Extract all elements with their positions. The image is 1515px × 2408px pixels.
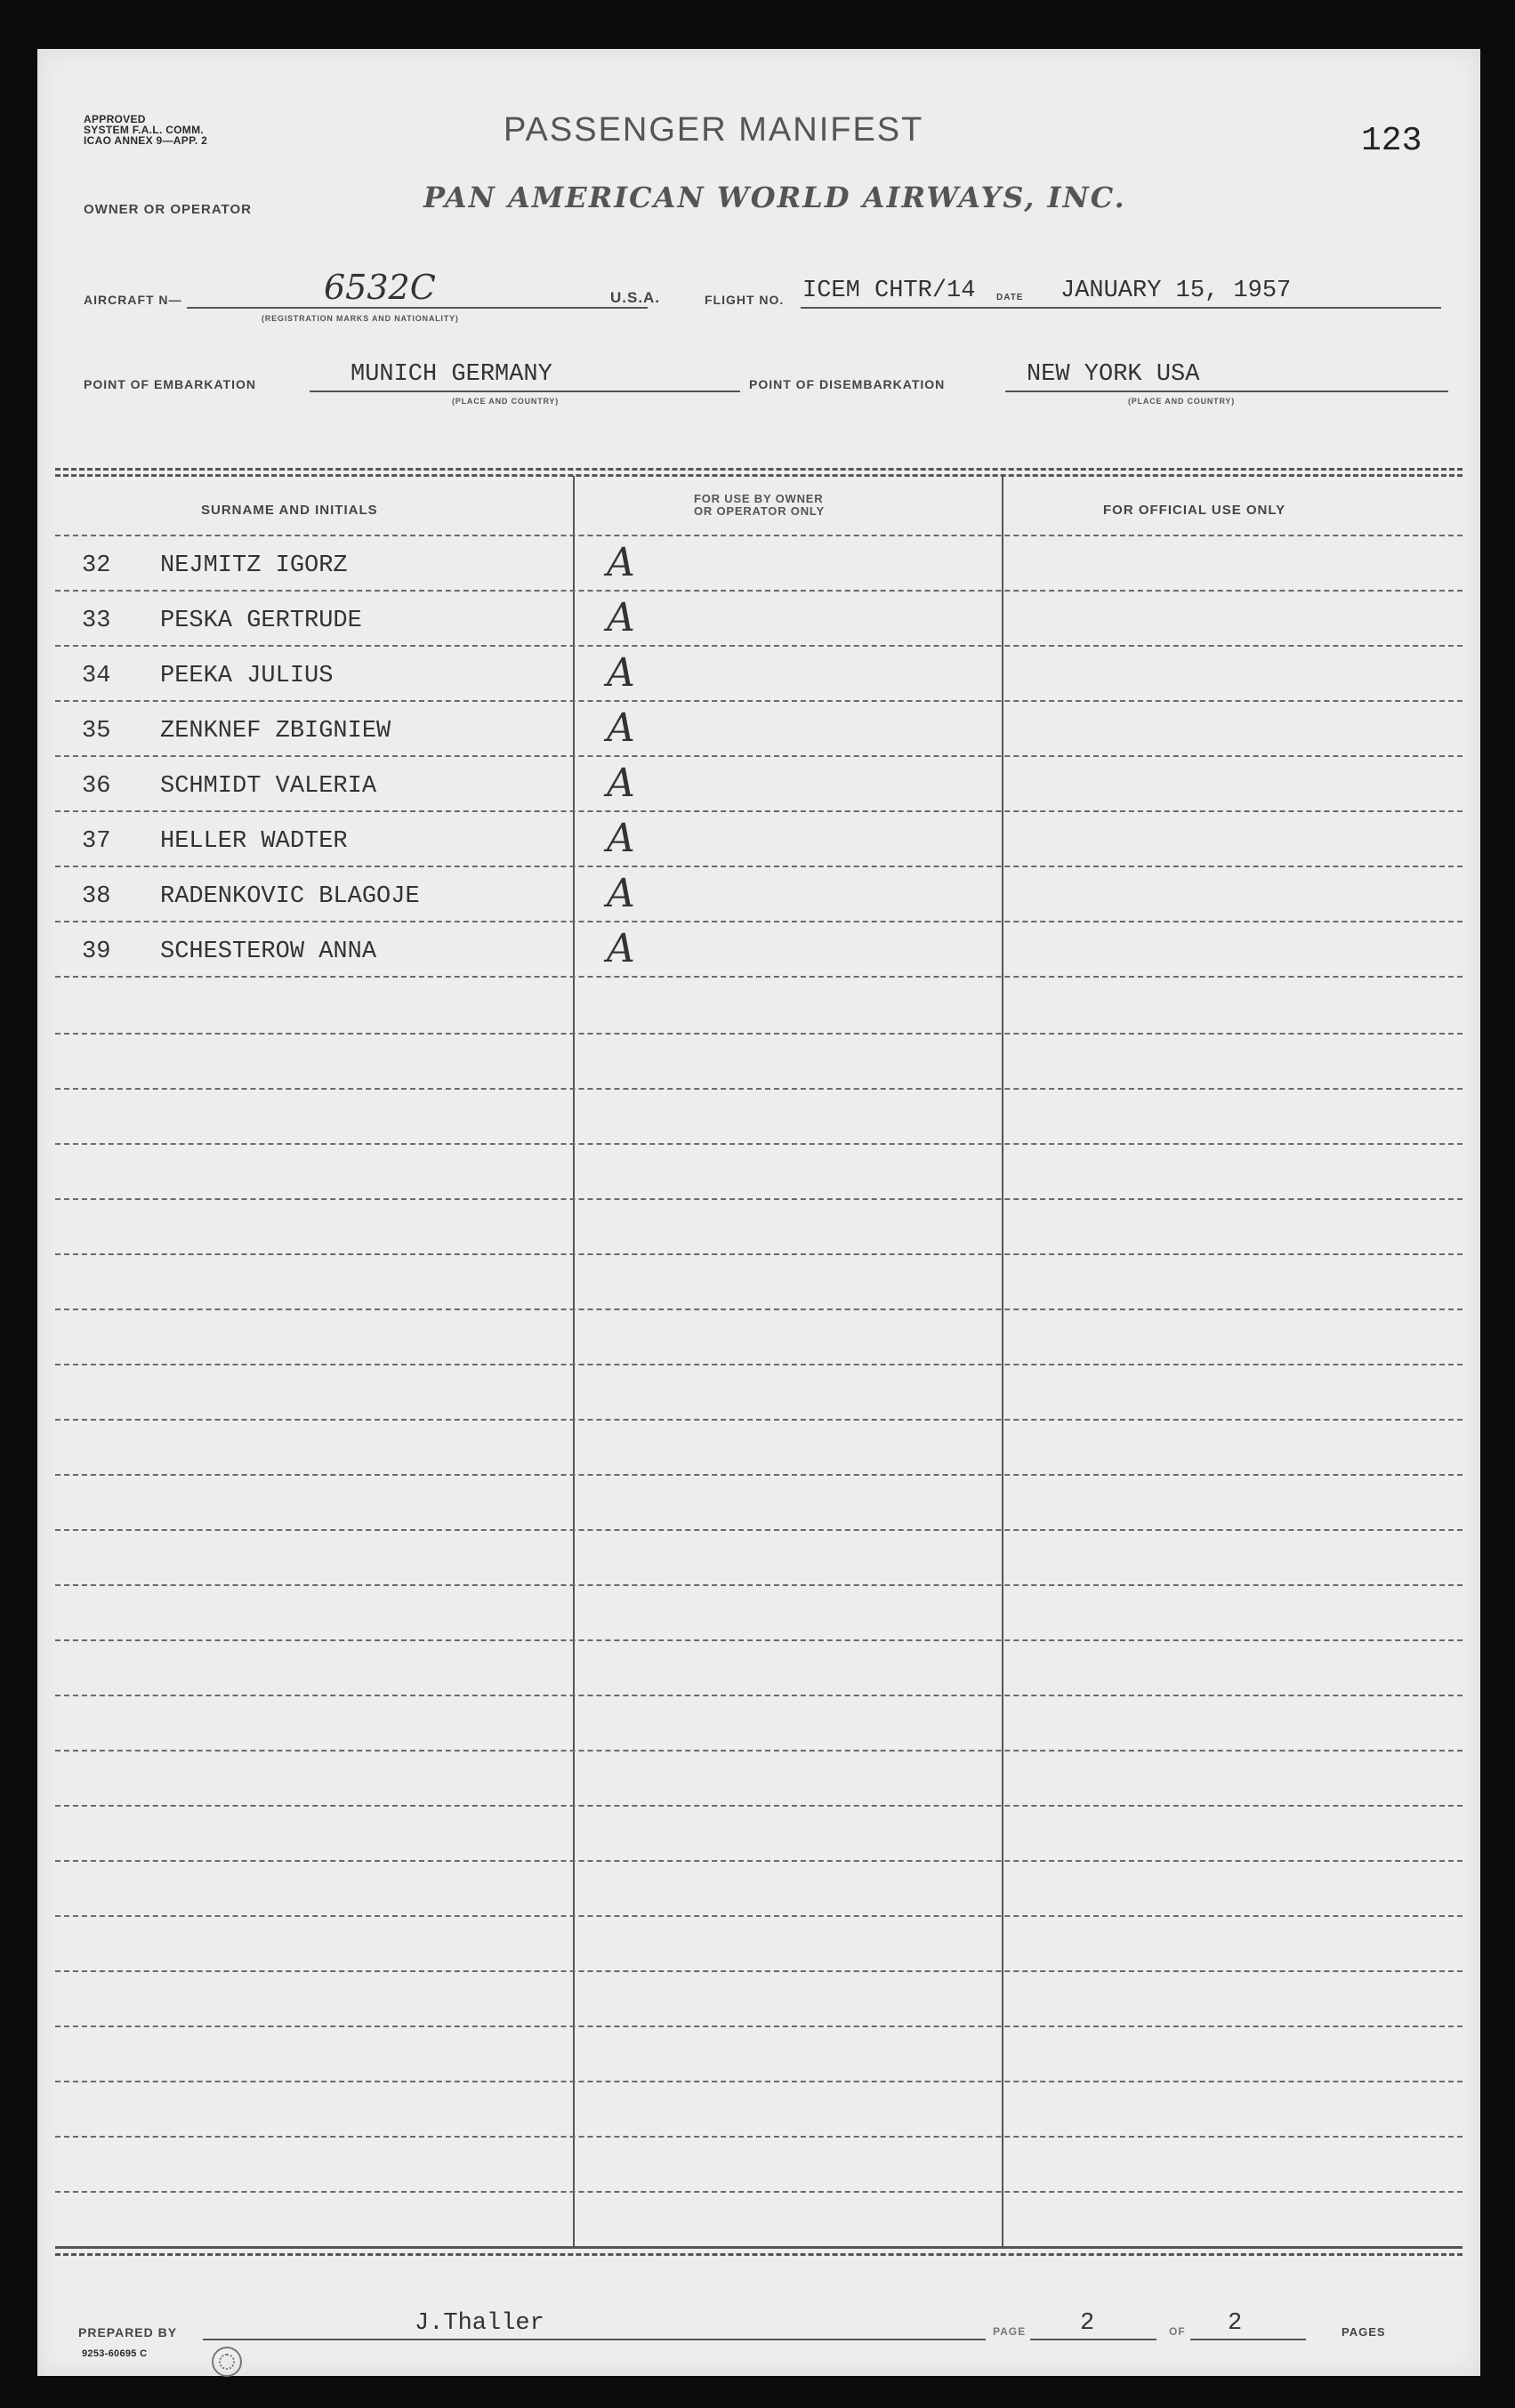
prepared-by-value: J.Thaller [415, 2310, 544, 2337]
operator-mark: A [607, 650, 635, 696]
passenger-name: PEEKA JULIUS [160, 663, 334, 689]
seal-stamp [212, 2347, 242, 2377]
blank-row-line [55, 1309, 1463, 1310]
table-row [55, 536, 1463, 592]
page-value: 2 [1080, 2310, 1095, 2337]
table-top-rule-1 [55, 468, 1463, 471]
prepared-by-underline [203, 2339, 986, 2340]
operator-mark: A [607, 816, 635, 861]
blank-row-line [55, 1639, 1463, 1641]
blank-row-line [55, 1474, 1463, 1476]
passenger-number: 32 [82, 552, 111, 579]
passenger-name: PESKA GERTRUDE [160, 608, 362, 634]
blank-row-line [55, 1584, 1463, 1586]
table-row [55, 702, 1463, 757]
table-row [55, 647, 1463, 702]
approval-line-1: APPROVED [84, 113, 146, 125]
operator-mark: A [607, 761, 635, 806]
aircraft-sub-label: (REGISTRATION MARKS AND NATIONALITY) [262, 314, 459, 323]
owner-value: PAN AMERICAN WORLD AIRWAYS, INC. [423, 181, 1126, 214]
date-value: JANUARY 15, 1957 [1060, 278, 1292, 304]
passenger-number: 38 [82, 883, 111, 910]
form-number: 9253-60695 C [82, 2348, 148, 2359]
disembarkation-sub-label: (PLACE AND COUNTRY) [1128, 397, 1236, 406]
page-stamp-number: 123 [1361, 122, 1422, 160]
aircraft-value: 6532C [324, 268, 436, 307]
blank-row-line [55, 1364, 1463, 1365]
blank-row-line [55, 1198, 1463, 1200]
blank-row-line [55, 1143, 1463, 1145]
blank-row-line [55, 1860, 1463, 1862]
blank-row-line [55, 1253, 1463, 1255]
operator-mark: A [607, 926, 635, 971]
owner-label: OWNER OR OPERATOR [84, 202, 252, 217]
pages-label: PAGES [1342, 2325, 1386, 2339]
passenger-name: SCHMIDT VALERIA [160, 773, 377, 800]
disembarkation-underline [1005, 391, 1448, 392]
blank-row-line [55, 1805, 1463, 1807]
table-row [55, 812, 1463, 867]
date-label: DATE [996, 293, 1024, 302]
blank-row-line [55, 1033, 1463, 1035]
column-header-owner-use-2: OR OPERATOR ONLY [694, 504, 825, 518]
table-row [55, 867, 1463, 922]
passenger-name: RADENKOVIC BLAGOJE [160, 883, 420, 910]
passenger-number: 35 [82, 718, 111, 745]
aircraft-underline [187, 307, 648, 309]
column-header-surname: SURNAME AND INITIALS [201, 503, 378, 518]
blank-row-line [55, 2025, 1463, 2027]
flight-value: ICEM CHTR/14 [802, 278, 976, 304]
passenger-number: 39 [82, 938, 111, 965]
table-row [55, 757, 1463, 812]
column-header-owner-use-1: FOR USE BY OWNER [694, 492, 824, 505]
embarkation-sub-label: (PLACE AND COUNTRY) [452, 397, 560, 406]
embarkation-underline [310, 391, 740, 392]
operator-mark: A [607, 705, 635, 751]
table-bottom-rule-2 [55, 2253, 1463, 2256]
aircraft-label: AIRCRAFT N— [84, 293, 182, 307]
disembarkation-label: POINT OF DISEMBARKATION [749, 377, 946, 391]
row-line [55, 976, 1463, 978]
blank-row-line [55, 1750, 1463, 1752]
blank-row-line [55, 2191, 1463, 2193]
of-value: 2 [1228, 2310, 1243, 2337]
operator-mark: A [607, 540, 635, 585]
usa-label: U.S.A. [610, 289, 661, 306]
passenger-name: ZENKNEF ZBIGNIEW [160, 718, 391, 745]
blank-row-line [55, 2136, 1463, 2138]
column-header-official: FOR OFFICIAL USE ONLY [1103, 503, 1286, 518]
approval-line-2: SYSTEM F.A.L. COMM. [84, 124, 205, 136]
operator-mark: A [607, 595, 635, 640]
blank-row-line [55, 1419, 1463, 1421]
blank-row-line [55, 1529, 1463, 1531]
flight-underline [801, 307, 1441, 309]
page-title: PASSENGER MANIFEST [504, 111, 924, 149]
page-label: PAGE [993, 2325, 1027, 2338]
table-bottom-rule-1 [55, 2246, 1463, 2249]
embarkation-label: POINT OF EMBARKATION [84, 377, 256, 391]
operator-mark: A [607, 871, 635, 916]
passenger-number: 34 [82, 663, 111, 689]
blank-row-line [55, 1970, 1463, 1972]
prepared-by-label: PREPARED BY [78, 2325, 178, 2340]
page-underline [1030, 2339, 1156, 2340]
passenger-name: HELLER WADTER [160, 828, 348, 855]
passenger-number: 37 [82, 828, 111, 855]
passenger-name: SCHESTEROW ANNA [160, 938, 377, 965]
blank-row-line [55, 2081, 1463, 2082]
embarkation-value: MUNICH GERMANY [351, 361, 552, 388]
manifest-sheet [37, 49, 1480, 2376]
table-row [55, 922, 1463, 978]
disembarkation-value: NEW YORK USA [1027, 361, 1200, 388]
blank-row-line [55, 1695, 1463, 1696]
passenger-number: 36 [82, 773, 111, 800]
table-row [55, 592, 1463, 647]
passenger-number: 33 [82, 608, 111, 634]
of-label: OF [1169, 2325, 1186, 2338]
of-underline [1190, 2339, 1306, 2340]
blank-row-line [55, 1915, 1463, 1917]
approval-line-3: ICAO ANNEX 9—APP. 2 [84, 134, 208, 147]
flight-label: FLIGHT NO. [705, 293, 785, 307]
table-top-rule-2 [55, 474, 1463, 477]
passenger-name: NEJMITZ IGORZ [160, 552, 348, 579]
blank-row-line [55, 1088, 1463, 1090]
